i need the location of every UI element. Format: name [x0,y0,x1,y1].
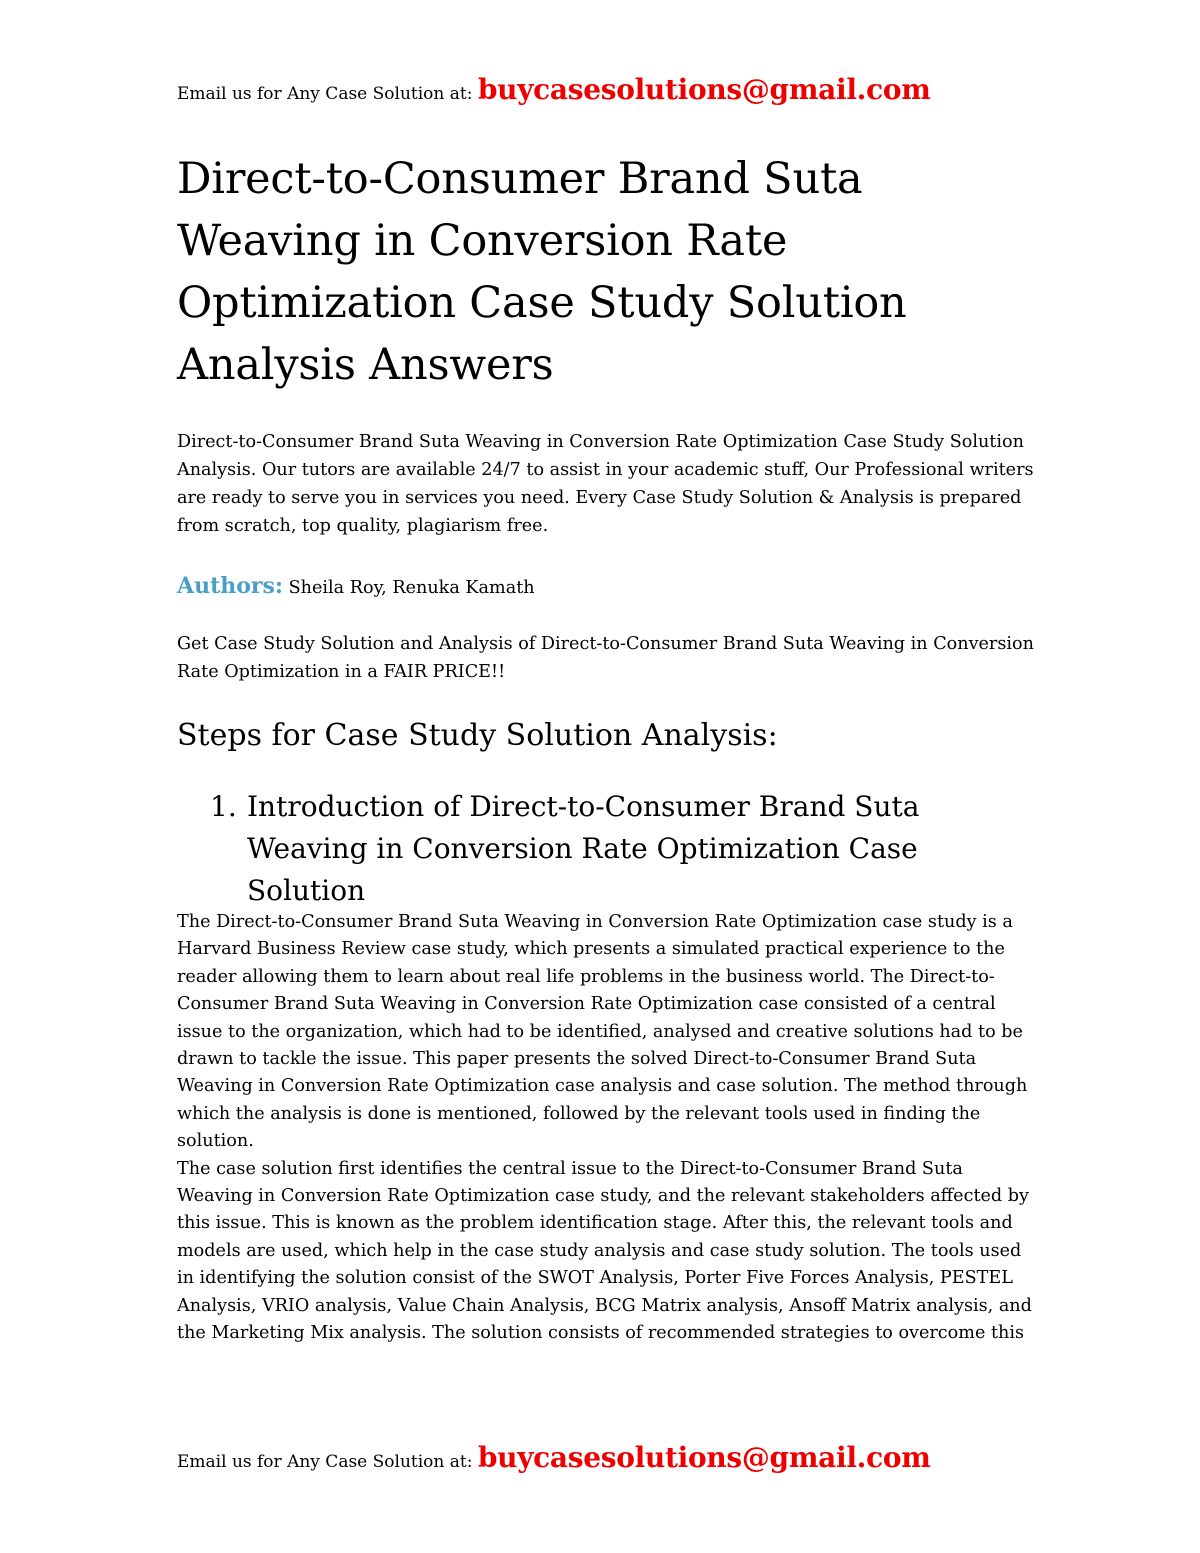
header-email-line [177,73,1077,106]
authors-line [177,570,1037,604]
authors-label: Authors: [177,573,283,599]
intro-paragraph: Direct-to-Consumer Brand Suta Weaving in Conversion Rate Optimization Case Study Solution Analysis. Our tutors are available 24/7 to assist in your academic stuff, Our Professional writers are ready to serve you in services you need. Every Case Study Solution & Analysis is prepared from scratch, top quality, plagiarism free. [177,432,1034,536]
footer-email-label: Email us for Any Case Solution at: [177,1452,473,1472]
body-paragraph-1: The Direct-to-Consumer Brand Suta Weaving in Conversion Rate Optimization case study is a Harvard Business Review case study, which presents a simulated practical experience to the reader allowing them to learn about real life problems in the business world. The Direct-to-Consumer Brand Suta Weaving in Conversion Rate Optimization case consisted of a central issue to the organization, which had to be identified, analysed and creative solutions had to be drawn to tackle the issue. This paper presents the solved Direct-to-Consumer Brand Suta Weaving in Conversion Rate Optimization case analysis and case solution. The method through which the analysis is done is mentioned, followed by the relevant tools used in finding the solution. [177,912,1028,1152]
body-paragraph-2: The case solution first identifies the central issue to the Direct-to-Consumer Brand Suta Weaving in Conversion Rate Optimization case study, and the relevant stakeholders affected by this issue. This is known as the problem identification stage. After this, the relevant tools and models are used, which help in the case study analysis and case study solution. The tools used in identifying the solution consist of the SWOT Analysis, Porter Five Forces Analysis, PESTEL Analysis, VRIO analysis, Value Chain Analysis, BCG Matrix analysis, Ansoff Matrix analysis, and the Marketing Mix analysis. The solution consists of recommended strategies to overcome this [177,1158,1032,1344]
footer-email-address[interactable]: buycasesolutions@gmail.com [477,1441,931,1474]
step-1-number: 1. [210,790,237,823]
step-1-heading [210,786,1010,912]
email-label: Email us for Any Case Solution at: [177,84,473,104]
footer-email-line [177,1441,1077,1474]
page-title: Direct-to-Consumer Brand Suta Weaving in Conversion Rate Optimization Case Study Solution Analysis Answers [177,154,907,390]
body-text [177,909,1037,1348]
authors-names: Sheila Roy, Renuka Kamath [288,578,535,598]
email-address[interactable]: buycasesolutions@gmail.com [477,73,931,106]
fair-price-paragraph: Get Case Study Solution and Analysis of Direct-to-Consumer Brand Suta Weaving in Conversion Rate Optimization in a FAIR PRICE!! [177,634,1034,682]
steps-heading: Steps for Case Study Solution Analysis: [177,718,778,753]
step-1-title: Introduction of Direct-to-Consumer Brand Suta Weaving in Conversion Rate Optimization Case Solution [247,790,920,907]
